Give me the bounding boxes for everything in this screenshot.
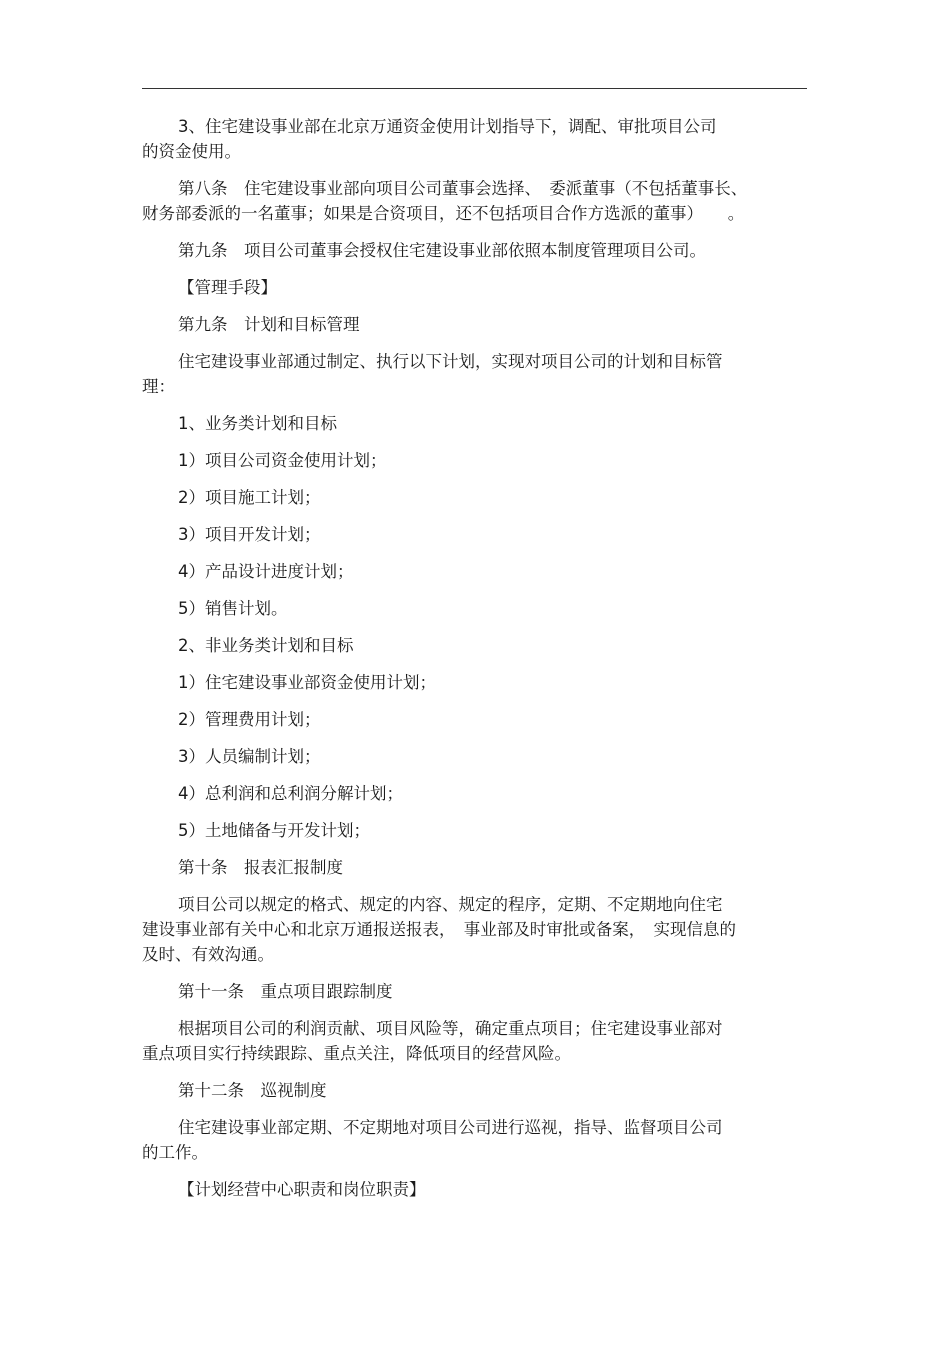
list-item: 2）项目施工计划；: [178, 488, 321, 507]
paragraph-line: 根据项目公司的利润贡献、项目风险等，确定重点项目；住宅建设事业部对: [178, 1019, 723, 1038]
list-heading: 1、业务类计划和目标: [178, 414, 337, 433]
article-heading: 第十条 报表汇报制度: [178, 858, 343, 877]
paragraph-line: 住宅建设事业部通过制定、执行以下计划，实现对项目公司的计划和目标管: [178, 352, 723, 371]
list-item: 3）人员编制计划；: [178, 747, 321, 766]
paragraph-line: 及时、有效沟通。: [142, 945, 274, 964]
paragraph-line: 的资金使用。: [142, 142, 241, 161]
list-item: 1）住宅建设事业部资金使用计划；: [178, 673, 436, 692]
article-heading: 第十二条 巡视制度: [178, 1081, 327, 1100]
paragraph-line: 理：: [142, 377, 175, 396]
list-item: 4）产品设计进度计划；: [178, 562, 354, 581]
section-heading: 【计划经营中心职责和岗位职责】: [178, 1180, 426, 1199]
paragraph-line: 建设事业部有关中心和北京万通报送报表， 事业部及时审批或备案， 实现信息的: [142, 920, 736, 939]
list-heading: 2、非业务类计划和目标: [178, 636, 354, 655]
list-item: 3）项目开发计划；: [178, 525, 321, 544]
header-rule: [142, 88, 807, 89]
document-body: [142, 114, 810, 1202]
paragraph-line: 重点项目实行持续跟踪、重点关注，降低项目的经营风险。: [142, 1044, 571, 1063]
article-8-line: 财务部委派的一名董事；如果是合资项目，还不包括项目合作方选派的董事） 。: [142, 204, 745, 223]
list-item: 1）项目公司资金使用计划；: [178, 451, 387, 470]
list-item: 5）销售计划。: [178, 599, 288, 618]
list-item: 2）管理费用计划；: [178, 710, 321, 729]
list-item: 5）土地储备与开发计划；: [178, 821, 370, 840]
paragraph-line: 3、住宅建设事业部在北京万通资金使用计划指导下，调配、审批项目公司: [178, 117, 717, 136]
article-8-line: 第八条 住宅建设事业部向项目公司董事会选择、 委派董事（不包括董事长、: [178, 179, 748, 198]
article-heading: 第十一条 重点项目跟踪制度: [178, 982, 393, 1001]
article-heading: 第九条 计划和目标管理: [178, 315, 360, 334]
paragraph-line: 的工作。: [142, 1143, 208, 1162]
paragraph-line: 住宅建设事业部定期、不定期地对项目公司进行巡视，指导、监督项目公司: [178, 1118, 723, 1137]
paragraph-line: 项目公司以规定的格式、规定的内容、规定的程序，定期、不定期地向住宅: [178, 895, 723, 914]
article-9-line: 第九条 项目公司董事会授权住宅建设事业部依照本制度管理项目公司。: [178, 241, 706, 260]
section-heading: 【管理手段】: [178, 278, 277, 297]
list-item: 4）总利润和总利润分解计划；: [178, 784, 403, 803]
